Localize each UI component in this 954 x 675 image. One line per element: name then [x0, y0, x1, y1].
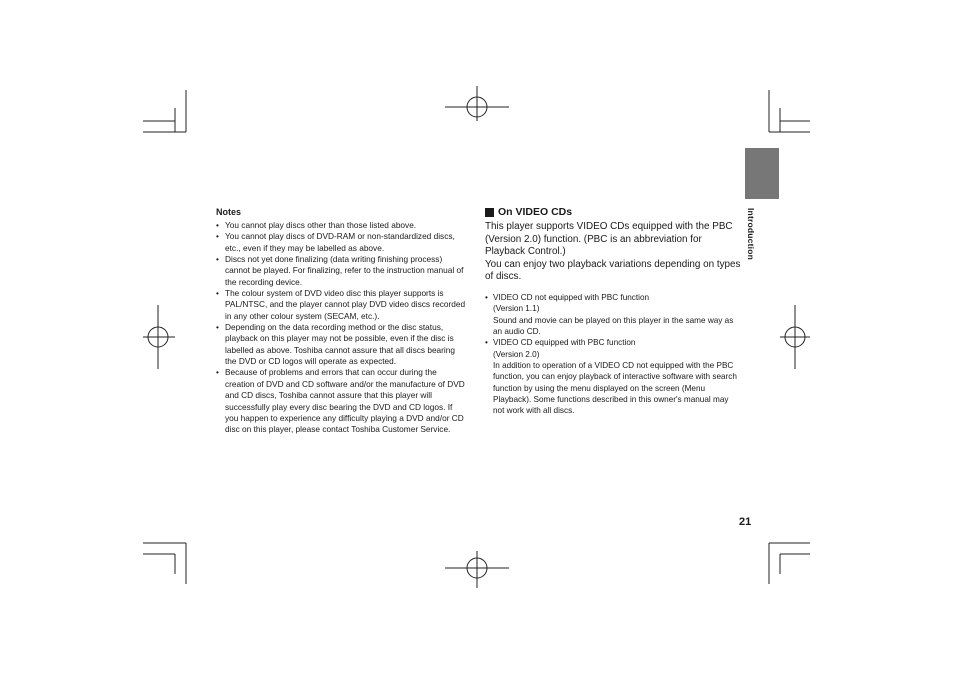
page-number: 21: [739, 516, 752, 528]
video-cd-item-desc: In addition to operation of a VIDEO CD not equipped with the PBC function, you can enjoy playback of interactive software with search function by using the menu displayed on the screen (Menu Playback). Some functions described in this owner's manual may not work with all discs.: [493, 361, 737, 416]
video-cd-item-title: • VIDEO CD equipped with PBC function: [493, 338, 636, 348]
video-cd-item-version: (Version 1.1): [493, 304, 540, 314]
video-cd-paragraph: This player supports VIDEO CDs equipped with the PBC (Version 2.0) function. (PBC is an abbreviation for Playback Control.): [485, 221, 733, 258]
video-cd-item: [485, 337, 741, 416]
video-cd-item-version: (Version 2.0): [493, 349, 540, 359]
video-cd-item: [485, 292, 741, 337]
notes-list: [216, 220, 466, 436]
notes-section: [216, 207, 466, 436]
notes-item: • You cannot play discs other than those listed above.: [216, 220, 466, 231]
section-label: Introduction: [746, 208, 756, 260]
video-cd-heading-text: On VIDEO CDs: [498, 206, 573, 218]
notes-item: • Discs not yet done finalizing (data writing finishing process) cannot be played. For finalizing, refer to the instruction manual of the recording device.: [216, 254, 466, 288]
notes-title: Notes: [216, 207, 242, 217]
section-tab: [745, 148, 779, 199]
video-cd-item-title: • VIDEO CD not equipped with PBC function: [493, 292, 650, 302]
video-cd-list: [485, 292, 741, 417]
video-cd-section: [485, 206, 741, 417]
notes-item: • Depending on the data recording method or the disc status, playback on this player may not be possible, even if the disc is labelled as above. Toshiba cannot assure that all discs bearing the DVD or CD logos will operate as expected.: [216, 322, 466, 367]
square-bullet-icon: [485, 208, 494, 217]
video-cd-paragraph: You can enjoy two playback variations depending on types of discs.: [485, 258, 741, 283]
notes-item: • You cannot play discs of DVD-RAM or non-standardized discs, etc., even if they may be labelled as above.: [216, 231, 466, 254]
video-cd-item-desc: Sound and movie can be played on this player in the same way as an audio CD.: [493, 315, 734, 336]
notes-item: • Because of problems and errors that can occur during the creation of DVD and CD software and/or the manufacture of DVD and CD discs, Toshiba cannot assure that this player will successfully play every disc bearing the DVD and CD logos. If you happen to experience any difficulty playing a DVD and/or CD disc on this player, please contact Toshiba Customer Service.: [216, 367, 466, 435]
notes-item: • The colour system of DVD video disc this player supports is PAL/NTSC, and the player cannot play DVD video discs recorded in any other colour system (SECAM, etc.).: [216, 288, 466, 322]
video-cd-heading: [485, 206, 741, 218]
